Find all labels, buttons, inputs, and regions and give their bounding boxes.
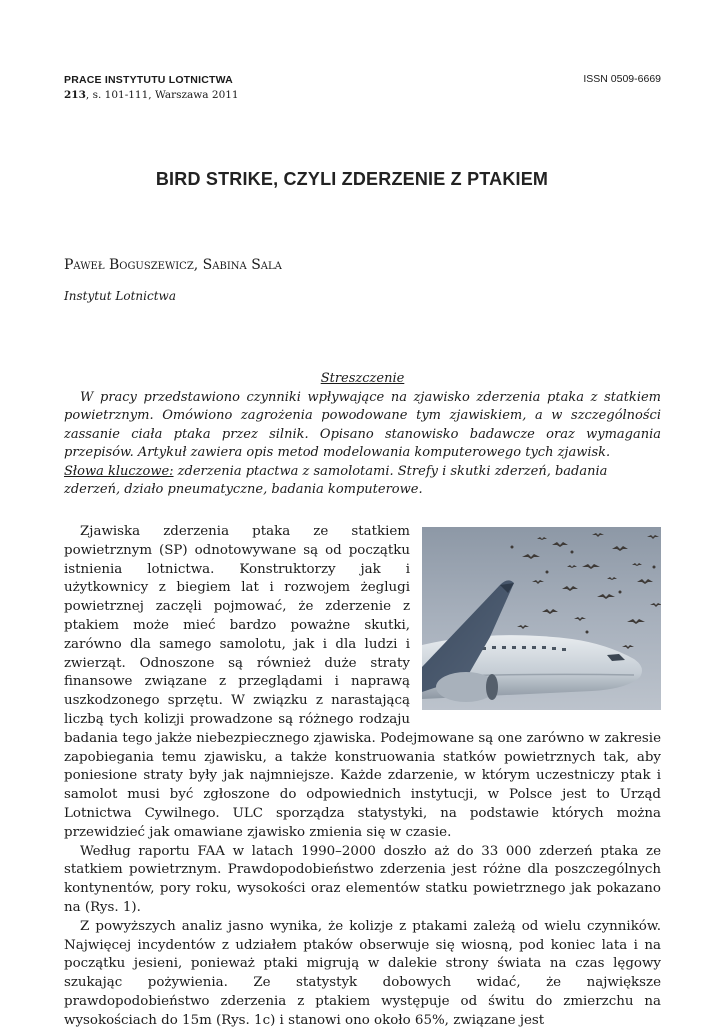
- journal-name: PRACE INSTYTUTU LOTNICTWA: [64, 74, 233, 86]
- journal-header: [64, 73, 239, 103]
- paper-title: BIRD STRIKE, CZYLI ZDERZENIE Z PTAKIEM: [155, 169, 549, 189]
- airplane-birds-figure: [422, 527, 661, 710]
- journal-issue: [64, 88, 239, 103]
- body-paragraph: Zjawiska zderzenia ptaka ze statkiem powietrznym (SP) odnotowywane są od początku istnienia lotnictwa. Konstruktorzy jak i użytkownicy z biegiem lat i rozwojem żeglugi powietrznej zaczęli pojmować, że zderzenie z ptakiem może mieć bardzo poważne skutki, zarówno dla samego samolotu, jak i dla ludzi i zwierząt. Odnoszone są również duże straty finansowe związane z przeglądami i naprawą uszkodzonego sprzętu. W związku z narastającą liczbą tych kolizji prowadzone są różnego rodzaju badania tego jakże niebezpiecznego zjawiska. Podejmowane są one zarówno w zakresie zapobiegania temu zjawisku, a także konstruowania statków powietrznych tak, aby poniesione straty były jak najmniejsze. Każde zdarzenie, w którym uczestniczy ptak i samolot musi być zgłoszone do odpowiednich instytucji, w Polsce jest to Urząd Lotnictwa Cywilnego. ULC sporządza statystyki, na podstawie których można przewidzieć jak omawiane zjawisko zmienia się w czasie.: [64, 524, 661, 840]
- authors: Paweł Boguszewicz, Sabina Sala: [64, 257, 282, 273]
- abstract: [64, 370, 661, 500]
- keywords-label: Słowa kluczowe:: [64, 463, 174, 479]
- journal-pages: , s. 101-111, Warszawa 2011: [85, 89, 239, 101]
- institute: Instytut Lotnictwa: [64, 289, 176, 303]
- abstract-text: W pracy przedstawiono czynniki wpływające na zjawisko zderzenia ptaka z statkiem powietrznym. Omówiono zagrożenia powodowane tym zjawiskiem, a w szczególności zassanie ciała ptaka przez silnik. Opisano stanowisko badawcze oraz wymagania przepisów. Artykuł zawiera opis metod modelowania komputerowego tych zjawisk.: [64, 389, 661, 460]
- body-text: [64, 523, 661, 1031]
- keywords: [64, 463, 661, 500]
- keywords-text: zderzenia ptactwa z samolotami. Strefy i skutki zderzeń, badania zderzeń, działo pneumatyczne, badania komputerowe.: [64, 463, 608, 497]
- journal-volume: 213: [64, 89, 86, 101]
- body-paragraph: Z powyższych analiz jasno wynika, że kolizje z ptakami zależą od wielu czynników. Najwięcej incydentów z udziałem ptaków obserwuje się wiosną, pod koniec lata i na początku jesieni, ponieważ ptaki migrują w dalekie strony świata na czas lęgowy szukając pożywienia. Ze statystyk dobowych widać, że największe prawdopodobieństwo zderzenia z ptakiem występuje od świtu do zmierzchu na wysokościach do 15m (Rys. 1c) i stanowi ono około 65%, związane jest: [64, 918, 661, 1028]
- issn: ISSN 0509-6669: [583, 73, 661, 85]
- abstract-heading: Streszczenie: [320, 371, 405, 386]
- airplane-with-birds-icon: [422, 527, 661, 710]
- body-paragraph: Według raportu FAA w latach 1990–2000 doszło aż do 33 000 zderzeń ptaka ze statkiem powietrznym. Prawdopodobieństwo zderzenia jest różne dla poszczególnych kontynentów, pory roku, wysokości oraz elementów statku powietrznego jak pokazano na (Rys. 1).: [64, 843, 661, 915]
